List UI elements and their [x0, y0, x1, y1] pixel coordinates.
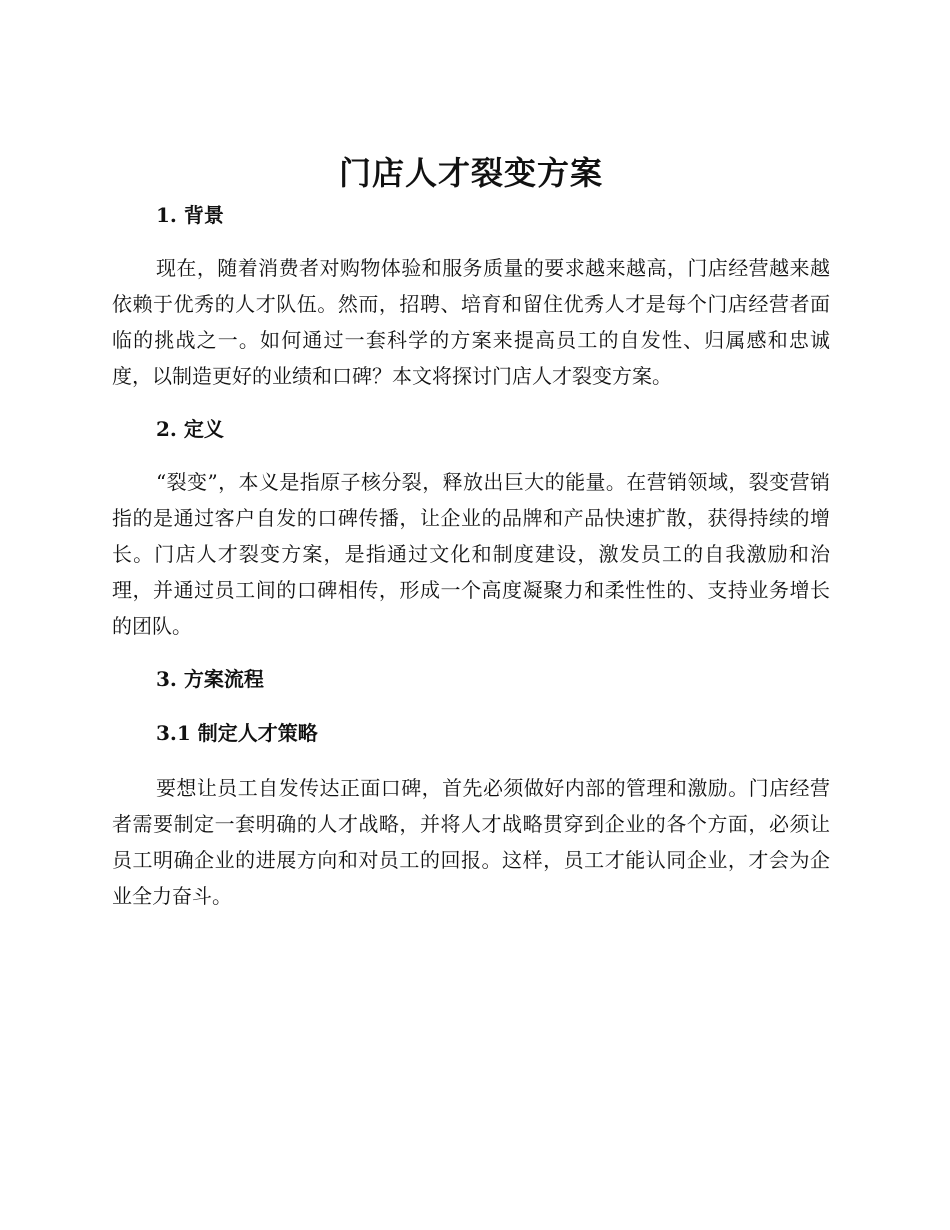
section-paragraph-background: 现在，随着消费者对购物体验和服务质量的要求越来越高，门店经营越来越依赖于优秀的人才队伍。然而，招聘、培育和留住优秀人才是每个门店经营者面临的挑战之一。如何通过一套科学的方案来提高员工的自发性、归属感和忠诚度，以制造更好的业绩和口碑？本文将探讨门店人才裂变方案。 [112, 256, 830, 388]
section-heading-process: 3. 方案流程 [156, 667, 264, 691]
document-title: 门店人才裂变方案 [338, 154, 603, 192]
subsection-paragraph-talent-strategy: 要想让员工自发传达正面口碑，首先必须做好内部的管理和激励。门店经营者需要制定一套明确的人才战略，并将人才战略贯穿到企业的各个方面，必须让员工明确企业的进展方向和对员工的回报。这样，员工才能认同企业，才会为企业全力奋斗。 [112, 776, 830, 908]
section-heading-definition: 2. 定义 [156, 417, 224, 441]
subsection-heading-talent-strategy: 3.1 制定人才策略 [156, 721, 318, 745]
document-page [112, 0, 830, 914]
section-paragraph-definition: “裂变”，本义是指原子核分裂，释放出巨大的能量。在营销领域，裂变营销指的是通过客户自发的口碑传播，让企业的品牌和产品快速扩散，获得持续的增长。门店人才裂变方案，是指通过文化和制度建设，激发员工的自我激励和治理，并通过员工间的口碑相传，形成一个高度凝聚力和柔性性的、支持业务增长的团队。 [112, 470, 830, 638]
section-heading-background: 1. 背景 [156, 203, 224, 227]
